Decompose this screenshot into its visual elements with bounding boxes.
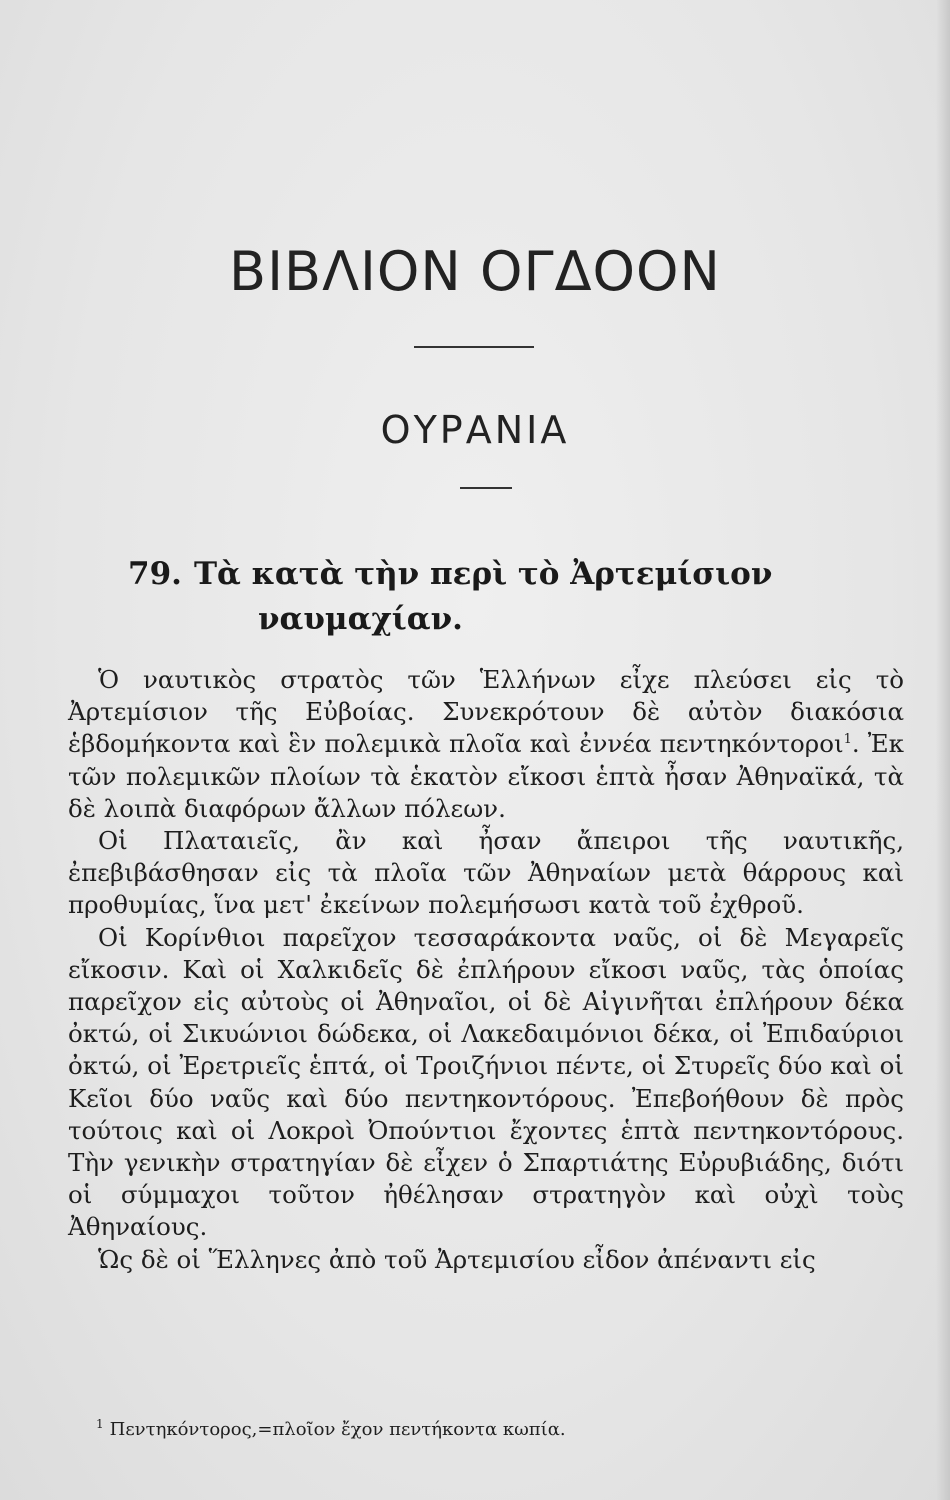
book-title: ΒΙΒΛΙΟΝ ΟΓΔΟΟΝ <box>229 240 721 303</box>
book-subtitle: ΟΥΡΑΝΙΑ <box>380 408 570 452</box>
page-edge-shadow <box>936 0 950 1500</box>
body-text <box>68 664 904 1276</box>
paragraph-1-text-b: . Ἐκ τῶν πολεμικῶν πλοίων τὰ ἑκατὸν εἴκοσι ἑπτὰ ἦσαν Ἀθηναϊκά, τὰ δὲ λοιπὰ διαφόρων ἄλλων πόλεων. <box>68 729 904 823</box>
chapter-number: 79. <box>128 556 182 592</box>
paragraph-1-text-a: Ὁ ναυτικὸς στρατὸς τῶν Ἑλλήνων εἶχε πλεύσει εἰς τὸ Ἀρτεμίσιον τῆς Εὐβοίας. Συνεκρότουν δὲ αὐτὸν διακόσια ἑβδομήκοντα καὶ ἓν πολεμικὰ πλοῖα καὶ ἐννέα πεντηκόντοροι <box>68 665 904 759</box>
paragraph-2: Οἱ Πλαταιεῖς, ἂν καὶ ἦσαν ἄπειροι τῆς ναυτικῆς, ἐπεβιβάσθησαν εἰς τὰ πλοῖα τῶν Ἀθηναίων μετὰ θάρρους καὶ προθυμίας, ἵνα μετ' ἐκείνων πολεμήσωσι κατὰ τοῦ ἐχθροῦ. <box>68 826 904 920</box>
footnote <box>96 1417 896 1440</box>
footnote-reference: 1 <box>843 732 852 748</box>
paragraph-1 <box>68 664 904 825</box>
chapter-title-line1: Τὰ κατὰ τὴν περὶ τὸ Ἀρτεμίσιον <box>193 556 773 592</box>
paragraph-4: Ὡς δὲ οἱ Ἕλληνες ἀπὸ τοῦ Ἀρτεμισίου εἶδον ἀπέναντι εἰς <box>98 1244 816 1274</box>
paragraph-3: Οἱ Κορίνθιοι παρεῖχον τεσσαράκοντα ναῦς, οἱ δὲ Μεγαρεῖς εἴκοσιν. Καὶ οἱ Χαλκιδεῖς δὲ ἐπλήρουν εἴκοσι ναῦς, τὰς ὁποίας παρεῖχον εἰς αὐτοὺς οἱ Ἀθηναῖοι, οἱ δὲ Αἰγινῆται ἐπλήρουν δέκα ὀκτώ, οἱ Σικυώνιοι δώδεκα, οἱ Λακεδαιμόνιοι δέκα, οἱ Ἐπιδαύριοι ὀκτώ, οἱ Ἐρετριεῖς ἑπτά, οἱ Τροιζήνιοι πέντε, οἱ Στυρεῖς δύο καὶ οἱ Κεῖοι δύο ναῦς καὶ δύο πεντηκοντόρους. Ἐπεβοήθουν δὲ πρὸς τούτοις καὶ οἱ Λοκροὶ Ὀπούντιοι ἔχοντες ἑπτὰ πεντηκοντόρους. Τὴν γενικὴν στρατηγίαν δὲ εἶχεν ὁ Σπαρτιάτης Εὐρυβιάδης, διότι οἱ σύμμαχοι τοῦτον ἠθέλησαν στρατηγὸν καὶ οὐχὶ τοὺς Ἀθηναίους. <box>68 922 904 1242</box>
chapter-title-line2: ναυμαχίαν. <box>258 601 463 637</box>
chapter-heading <box>128 552 848 642</box>
footnote-mark: 1 <box>96 1417 104 1431</box>
footnote-text: Πεντηκόντορος,=πλοῖον ἔχον πεντήκοντα κωπία. <box>109 1419 566 1440</box>
subtitle-divider <box>460 487 512 489</box>
title-divider <box>414 346 534 348</box>
